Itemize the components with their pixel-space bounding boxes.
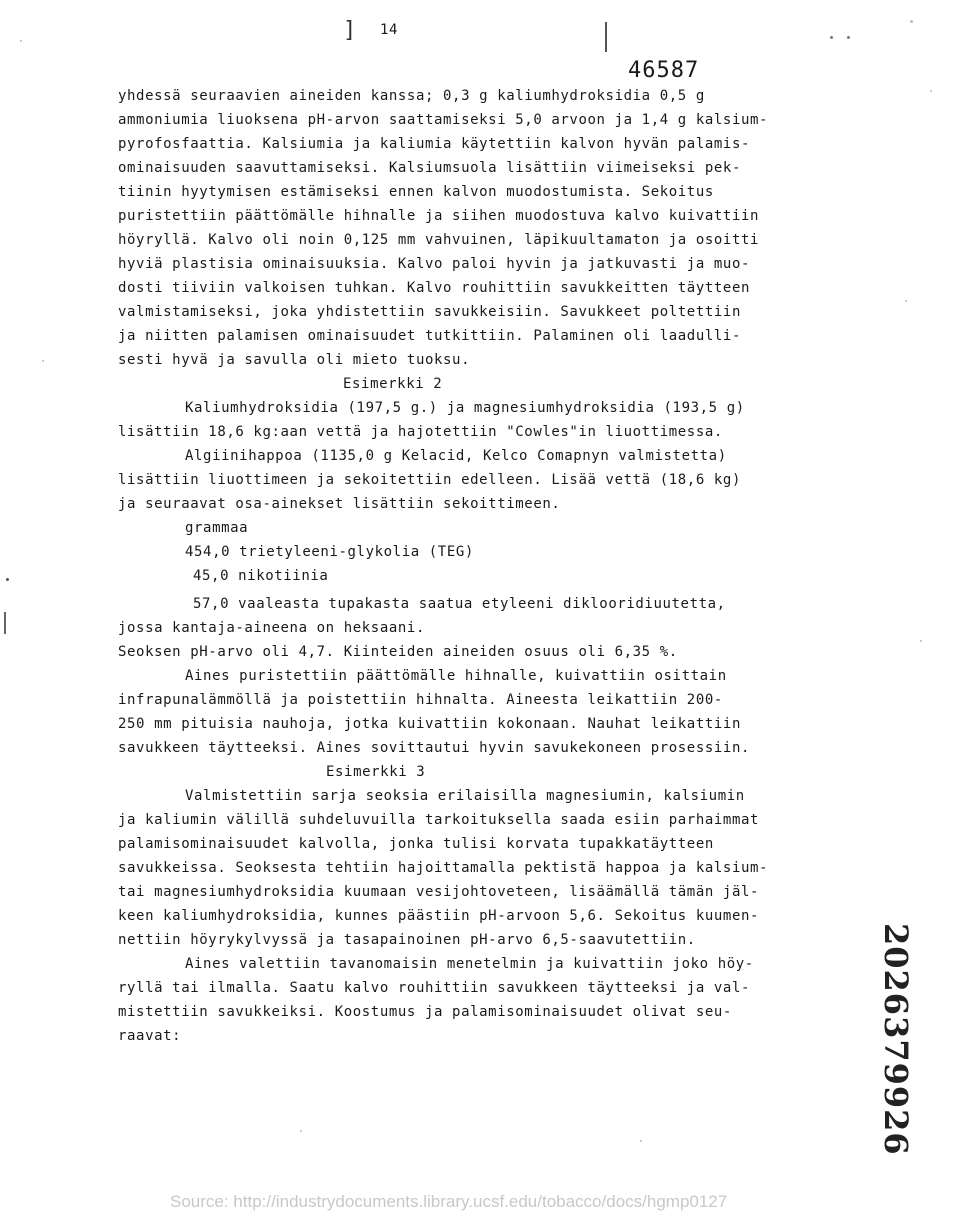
text-line: lisättiin liuottimeen ja sekoitettiin edelleen. Lisää vettä (18,6 kg) — [118, 472, 741, 488]
text-line: lisättiin 18,6 kg:aan vettä ja hajotettiin "Cowles"in liuottimessa. — [118, 424, 723, 440]
text-line: ja seuraavat osa-ainekset lisättiin sekoittimeen. — [118, 496, 561, 512]
text-line: ja kaliumin välillä suhdeluvuilla tarkoituksella saada esiin parhaimmat — [118, 812, 760, 828]
text-line: höyryllä. Kalvo oli noin 0,125 mm vahvuinen, läpikuultamaton ja osoitti — [118, 232, 760, 248]
text-line: savukkeissa. Seoksesta tehtiin hajoittamalla pektistä happoa ja kalsium- — [118, 860, 769, 876]
text-line: hyviä plastisia ominaisuuksia. Kalvo paloi hyvin ja jatkuvasti ja muo- — [118, 256, 751, 272]
ingredient-line: 45,0 nikotiinia — [193, 568, 329, 584]
margin-tick-mark — [605, 22, 607, 52]
text-line: Seoksen pH-arvo oli 4,7. Kiinteiden aineiden osuus oli 6,35 %. — [118, 644, 678, 660]
text-line: keen kaliumhydroksidia, kunnes päästiin pH-arvoon 5,6. Sekoitus kuumen- — [118, 908, 760, 924]
text-line: yhdessä seuraavien aineiden kanssa; 0,3 g kaliumhydroksidia 0,5 g — [118, 88, 705, 104]
scan-speck — [300, 1130, 302, 1132]
text-line: Valmistettiin sarja seoksia erilaisilla magnesiumin, kalsiumin — [185, 788, 745, 804]
text-line: sesti hyvä ja savulla oli mieto tuoksu. — [118, 352, 471, 368]
source-footer: Source: http://industrydocuments.library.ucsf.edu/tobacco/docs/hgmp0127 — [170, 1192, 728, 1211]
margin-bracket-mark: ] — [343, 18, 357, 43]
text-line: dosti tiiviin valkoisen tuhkan. Kalvo rouhittiin savukkeitten täytteen — [118, 280, 751, 296]
ingredient-line: 454,0 trietyleeni-glykolia (TEG) — [185, 544, 474, 560]
scan-speck — [42, 360, 44, 362]
page-number: 14 — [380, 22, 399, 38]
text-line: nettiin höyrykylvyssä ja tasapainoinen pH-arvo 6,5-saavutettiin. — [118, 932, 696, 948]
scan-speck — [640, 1140, 642, 1142]
bates-number-stamp: 2026379926 — [877, 923, 915, 1156]
text-line: jossa kantaja-aineena on heksaani. — [118, 620, 425, 636]
text-line: tai magnesiumhydroksidia kuumaan vesijohtoveteen, lisäämällä tämän jäl- — [118, 884, 760, 900]
text-line: puristettiin päättömälle hihnalle ja siihen muodostuva kalvo kuivattiin — [118, 208, 760, 224]
scan-speck — [910, 20, 913, 23]
section-heading: Esimerkki 2 — [343, 376, 443, 392]
scan-speck — [20, 40, 22, 42]
document-number: 46587 — [628, 58, 700, 83]
scan-speck — [920, 640, 922, 642]
scan-speck — [930, 90, 932, 92]
ingredient-unit-heading: grammaa — [185, 520, 249, 536]
text-line: ominaisuuden saavuttamiseksi. Kalsiumsuola lisättiin viimeiseksi pek- — [118, 160, 741, 176]
text-line: palamisominaisuudet kalvolla, jonka tulisi korvata tupakkatäytteen — [118, 836, 714, 852]
text-line: tiinin hyytymisen estämiseksi ennen kalvon muodostumista. Sekoitus — [118, 184, 714, 200]
text-line: savukkeen täytteeksi. Aines sovittautui hyvin savukekoneen prosessiin. — [118, 740, 751, 756]
section-heading: Esimerkki 3 — [326, 764, 426, 780]
scan-speck — [847, 36, 850, 39]
text-line: ammoniumia liuoksena pH-arvon saattamiseksi 5,0 arvoon ja 1,4 g kalsium- — [118, 112, 769, 128]
text-line: ryllä tai ilmalla. Saatu kalvo rouhittiin savukkeen täytteeksi ja val- — [118, 980, 751, 996]
ingredient-line: 57,0 vaaleasta tupakasta saatua etyleeni diklooridiuutetta, — [193, 596, 726, 612]
scan-speck — [905, 300, 907, 302]
text-line: infrapunalämmöllä ja poistettiin hihnalta. Aineesta leikattiin 200- — [118, 692, 723, 708]
text-line: ja niitten palamisen ominaisuudet tutkittiin. Palaminen oli laadulli- — [118, 328, 741, 344]
text-line: valmistamiseksi, joka yhdistettiin savukkeisiin. Savukkeet poltettiin — [118, 304, 741, 320]
scan-edge-mark — [4, 612, 6, 634]
scan-speck — [6, 578, 9, 581]
text-line: pyrofosfaattia. Kalsiumia ja kaliumia käytettiin kalvon hyvän palamis- — [118, 136, 751, 152]
text-line: 250 mm pituisia nauhoja, jotka kuivattiin kokonaan. Nauhat leikattiin — [118, 716, 741, 732]
text-line: raavat: — [118, 1028, 182, 1044]
text-line: Aines valettiin tavanomaisin menetelmin ja kuivattiin joko höy- — [185, 956, 754, 972]
text-line: Aines puristettiin päättömälle hihnalle, kuivattiin osittain — [185, 668, 727, 684]
text-line: Kaliumhydroksidia (197,5 g.) ja magnesiumhydroksidia (193,5 g) — [185, 400, 745, 416]
scan-speck — [830, 36, 833, 39]
text-line: Algiinihappoa (1135,0 g Kelacid, Kelco Comapnyn valmistetta) — [185, 448, 727, 464]
text-line: mistettiin savukkeiksi. Koostumus ja palamisominaisuudet olivat seu- — [118, 1004, 732, 1020]
